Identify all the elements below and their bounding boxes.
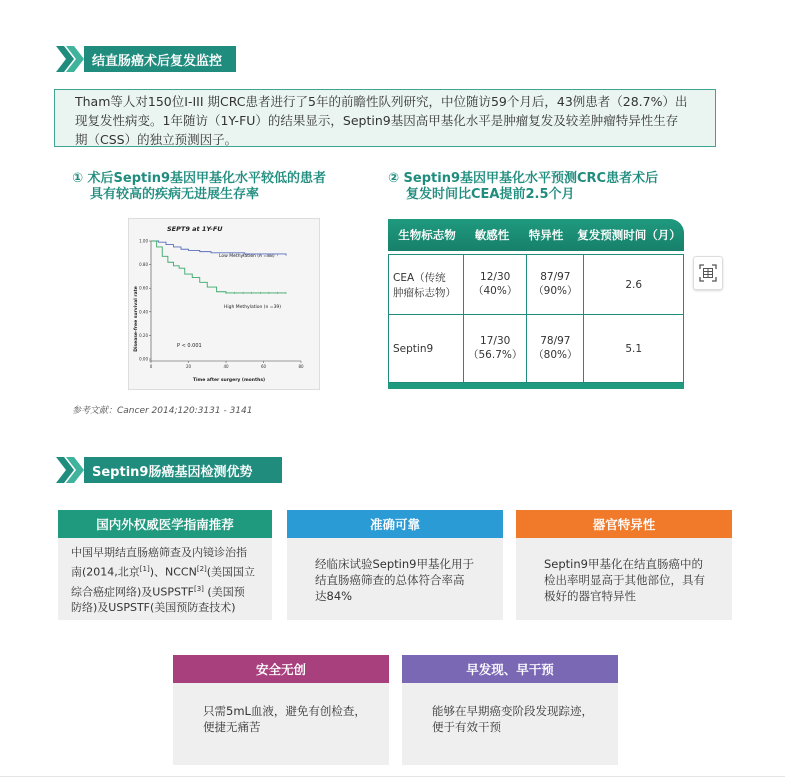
comparison-table (388, 219, 684, 389)
card-text-line: 经临床试验Septin9甲基化用于 (315, 557, 474, 571)
chevron-right-icon (56, 457, 84, 483)
km-y-tick-label: 1.00 (139, 238, 148, 244)
table-cell-time: 2.6 (584, 255, 684, 315)
table-header-cell: 生物标志物 (398, 228, 456, 242)
table-cell-sensitivity: 17/30 （56.7%） (464, 315, 527, 383)
table-footer-bar (388, 383, 684, 389)
km-x-tick-label: 80 (298, 364, 304, 369)
section-title: 结直肠癌术后复发监控 (84, 46, 236, 72)
table-cell-time: 5.1 (584, 315, 684, 383)
card-text-line: 综合癌症网络)及USPSTF[3] (美国预 (71, 584, 245, 599)
finding-2-title-line: ② Septin9基因甲基化水平预测CRC患者术后 (388, 171, 659, 186)
km-y-tick-label: 0.80 (139, 262, 148, 268)
table-cell-specificity: 87/97 （90%） (527, 255, 584, 315)
intro-text-box (54, 89, 716, 147)
finding-1-title-line: 具有较高的疾病无进展生存率 (90, 187, 260, 202)
intro-line: 现复发性病变。1年随访（1Y-FU）的结果显示，Septin9基因高甲基化水平是肿瘤复发及较差肿瘤特异性生存 (75, 113, 679, 128)
card-header-safety: 安全无创 (173, 655, 389, 683)
km-y-tick-label: 0.40 (139, 309, 148, 315)
table-cell-marker: Septin9 (389, 315, 464, 383)
card-text-line: 达84% (315, 589, 353, 603)
card-text-line: Septin9甲基化在结直肠癌中的 (544, 557, 703, 571)
table-header-cell: 敏感性 (474, 228, 510, 242)
section-title: Septin9肠癌基因检测优势 (84, 457, 282, 483)
intro-line: Tham等人对150位I-III 期CRC患者进行了5年的前瞻性队列研究，中位随访59个月后，43例患者（28.7%）出 (75, 94, 688, 109)
card-header-early-detection: 早发现、早干预 (402, 655, 618, 683)
km-y-tick-label: 0.60 (139, 285, 148, 291)
table-scan-icon (699, 264, 717, 282)
km-survival-chart (128, 218, 320, 390)
card-header-specificity: 器官特异性 (516, 510, 732, 538)
km-legend-low: Low Methylation (n =88) (219, 254, 275, 259)
card-text-line: 只需5mL血液，避免有创检查， (203, 704, 366, 718)
table-header-cell: 复发预测时间（月） (577, 228, 681, 242)
card-body-early-detection (402, 683, 618, 765)
card-text-line: 中国早期结直肠癌筛查及内镜诊治指 (71, 546, 247, 559)
finding-2-title (388, 171, 658, 203)
section-header-advantages (56, 457, 282, 483)
card-text-line: 能够在早期癌变阶段发现踪迹， (432, 704, 593, 718)
reference-text: 参考文献：Cancer 2014;120:3131 - 3141 (72, 406, 253, 416)
card-text-line: 检出率明显高于其他部位，具有 (544, 573, 705, 587)
card-text-line: 便捷无痛苦 (203, 720, 261, 734)
card-body-safety (173, 683, 389, 765)
card-text-line: 防络)及USPSTF(美国预防查技术) (71, 601, 236, 615)
card-text-line: 极好的器官特异性 (544, 589, 636, 603)
card-header-guidelines: 国内外权威医学指南推荐 (58, 510, 272, 538)
km-y-tick-label: 0.20 (139, 332, 148, 338)
chevron-right-icon (56, 46, 84, 72)
km-pvalue: P < 0.001 (177, 343, 202, 349)
card-text-line: 结直肠癌筛查的总体符合率高 (315, 573, 465, 587)
km-x-tick-label: 0 (149, 364, 153, 369)
card-text-line: 便于有效干预 (432, 720, 501, 734)
km-line-high-methylation (151, 241, 286, 293)
finding-2-title-line: 复发时间比CEA提前2.5个月 (406, 187, 575, 202)
km-x-tick-label: 40 (223, 364, 229, 369)
km-legend-high: High Methylation (n =39) (224, 305, 282, 310)
section-header-recurrence (56, 46, 236, 72)
km-chart-xlabel: Time after surgery (months) (192, 378, 266, 383)
card-body-accuracy (287, 538, 503, 620)
table-row (389, 255, 684, 315)
table-extract-button[interactable] (693, 256, 723, 290)
km-chart-svg (129, 219, 319, 389)
table-header-cell: 特异性 (528, 228, 564, 242)
km-chart-title: SEPT9 at 1Y-FU (167, 225, 223, 233)
card-text-line: 南(2014,北京[1])、NCCN[2](美国国立 (71, 565, 256, 579)
card-body-guidelines (58, 538, 272, 620)
km-y-tick-label: 0.00 (139, 356, 148, 362)
km-x-tick-label: 20 (185, 364, 192, 369)
card-header-accuracy: 准确可靠 (287, 510, 503, 538)
table-row (389, 315, 684, 383)
km-x-tick-label: 60 (260, 364, 267, 369)
intro-line: 期（CSS）的独立预测因子。 (75, 132, 238, 147)
table-cell-specificity: 78/97 （80%） (527, 315, 584, 383)
table-cell-sensitivity: 12/30 （40%） (464, 255, 527, 315)
finding-1-title (72, 171, 326, 203)
page-divider (0, 776, 785, 777)
card-body-specificity (516, 538, 732, 620)
table-header (388, 219, 684, 251)
finding-1-title-line: ① 术后Septin9基因甲基化水平较低的患者 (72, 171, 326, 186)
km-chart-ylabel: Disease-free survival rate (134, 286, 139, 352)
table-cell-marker: CEA（传统 肿瘤标志物） (389, 255, 464, 315)
